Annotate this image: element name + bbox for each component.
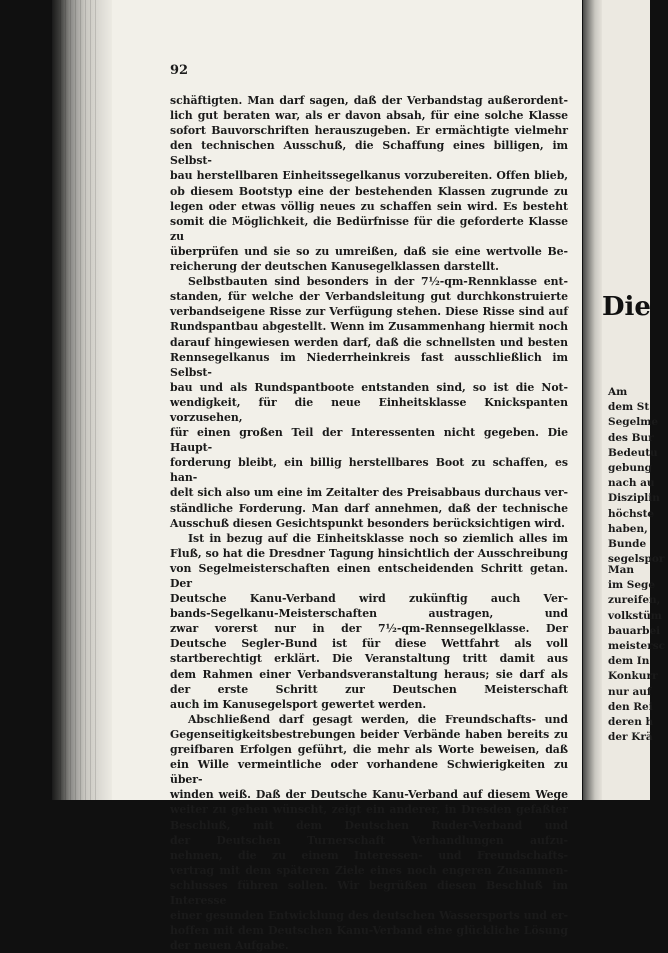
text-line: lich gut beraten war, als er davon absah, für eine solche Klasse (170, 109, 568, 123)
right-page-line: dem In (608, 655, 650, 668)
text-line: bands-Segelkanu-Meisterschaften austragen, und (170, 607, 568, 621)
text-line: von Segelmeisterschaften einen entscheidenden Schritt getan. Der (170, 561, 568, 590)
text-line: Selbstbauten sind besonders in der 7½-qm-Rennklasse ent- (188, 275, 568, 289)
right-page-line: Bedeutu (608, 446, 658, 459)
right-page-line: meistersc (608, 639, 666, 652)
text-line: legen oder etwas völlig neues zu schaffen sein wird. Es besteht (170, 199, 568, 213)
text-line: der Deutschen Turnerschaft Verhandlungen aufzu- (170, 833, 568, 847)
right-page-line: Man (608, 564, 635, 576)
right-page-text-b (608, 563, 668, 745)
text-line: nehmen, die zu einem Interessen- und Freundschafts- (170, 848, 568, 862)
right-page-line: volkstüm (608, 609, 662, 622)
text-line: zwar vorerst nur in der 7½-qm-Rennsegelklasse. Der (170, 622, 568, 636)
right-page-line: der Krä (608, 731, 653, 744)
right-page-line: Disziplin (608, 492, 660, 505)
text-line: delt sich also um eine im Zeitalter des Preisabbaus durchaus ver- (170, 486, 568, 500)
text-line: dem Rahmen einer Verbandsveranstaltung heraus; sie darf als (170, 667, 568, 681)
text-line: darauf hingewiesen werden darf, daß die schnellsten und besten (170, 335, 568, 349)
text-line: überprüfen und sie so zu umreißen, daß sie eine wertvolle Be- (170, 244, 568, 258)
text-line: winden weiß. Daß der Deutsche Kanu-Verband auf diesem Wege (170, 788, 568, 802)
text-line: Rennsegelkanus im Niederrheinkreis fast ausschließlich im Selbst- (170, 350, 568, 379)
right-page-line: Segelme (608, 416, 659, 429)
right-page-line: haben, (608, 522, 648, 535)
text-line: startberechtigt erklärt. Die Veranstaltung tritt damit aus (170, 652, 568, 666)
text-line: standen, für welche der Verbandsleitung gut durchkonstruierte (170, 290, 568, 304)
text-line: schlusses führen sollen. Wir begrüßen diesen Beschluß im Interesse (170, 878, 568, 907)
right-page-text-a (608, 385, 668, 567)
text-line: somit die Möglichkeit, die Bedürfnisse für die geforderte Klasse zu (170, 214, 568, 243)
book-spine (583, 0, 603, 800)
right-page-line: des Bur (608, 431, 654, 444)
text-line: auch im Kanusegelsport gewertet werden. (170, 697, 427, 711)
text-line: Ausschuß diesen Gesichtspunkt besonders berücksichtigen wird. (170, 516, 565, 530)
text-line: wendigkeit, für die neue Einheitsklasse Knickspanten vorzusehen, (170, 395, 568, 424)
body-text (170, 93, 568, 953)
right-page-line: gebung (608, 461, 652, 474)
text-line: ein Wille vermeintliche oder vorhandene Schwierigkeiten zu über- (170, 758, 568, 787)
right-page-line: zureifen, (608, 594, 661, 607)
right-page-line: Konkurr (608, 670, 658, 683)
right-page-line: nach au (608, 477, 655, 490)
right-page-line: segelspor (608, 553, 665, 566)
text-line: Beschluß, mit dem Deutschen Ruder-Verband und (170, 818, 568, 832)
right-page-line: nur auf (608, 685, 652, 698)
text-line: ständliche Forderung. Man darf annehmen, daß der technische (170, 501, 568, 515)
right-page-line: Bunde (608, 537, 647, 550)
text-line: reicherung der deutschen Kanusegelklassen darstellt. (170, 260, 499, 274)
text-line: Rundspantbau abgestellt. Wenn im Zusammenhang hiermit noch (170, 320, 568, 334)
text-line: Deutsche Kanu-Verband wird zukünftig auch Ver- (170, 592, 568, 606)
text-line: vertrag mit dem späteren Ziele eines noch engeren Zusammen- (170, 863, 568, 877)
right-page-line: den Rei (608, 700, 653, 713)
text-line: der neuen Aufgabe. (170, 939, 289, 953)
text-line: den technischen Ausschuß, die Schaffung eines billigen, im Selbst- (170, 139, 568, 168)
text-line: bau und als Rundspantboote entstanden sind, so ist die Not- (170, 380, 568, 394)
text-line: verbandseigene Risse zur Verfügung stehen. Diese Risse sind auf (170, 305, 568, 319)
page-number: 92 (170, 63, 189, 78)
right-page-line: deren h (608, 715, 654, 728)
right-page-line: dem St (608, 401, 650, 414)
right-page-line: bauarbei (608, 624, 661, 637)
right-page-line: höchste (608, 507, 655, 520)
right-page-heading: Die (602, 292, 651, 322)
text-line: für einen großen Teil der Interessenten nicht gegeben. Die Haupt- (170, 426, 568, 455)
right-page-line: im Sege (608, 579, 656, 592)
text-line: schäftigten. Man darf sagen, daß der Verbandstag außerordent- (170, 94, 568, 107)
text-line: Deutsche Segler-Bund ist für diese Wettfahrt als voll (170, 637, 568, 651)
text-line: der erste Schritt zur Deutschen Meisterschaft (170, 682, 568, 696)
text-line: Gegenseitigkeitsbestrebungen beider Verbände haben bereits zu (170, 727, 568, 741)
right-page-line: Am (608, 386, 628, 398)
page-edges (60, 0, 100, 800)
text-line: bau herstellbaren Einheitssegelkanus vorzubereiten. Offen blieb, (170, 169, 568, 183)
text-line: forderung bleibt, ein billig herstellbares Boot zu schaffen, es han- (170, 456, 568, 485)
text-line: Ist in bezug auf die Einheitsklasse noch so ziemlich alles im (188, 531, 568, 545)
text-line: Fluß, so hat die Dresdner Tagung hinsichtlich der Ausschreibung (170, 546, 568, 560)
text-line: einer gesunden Entwicklung des deutschen Wassersports und er- (170, 909, 568, 923)
text-line: hoffen mit dem Deutschen Kanu-Verband eine glückliche Lösung (170, 924, 568, 938)
text-line: weiter zu gehen wünscht, zeigt ein anderer, in Dresden gefaßter (170, 803, 568, 817)
text-line: Abschließend darf gesagt werden, die Freundschafts- und (188, 712, 568, 726)
text-line: sofort Bauvorschriften herauszugeben. Er ermächtigte vielmehr (170, 124, 568, 138)
text-line: greifbaren Erfolgen geführt, die mehr als Worte beweisen, daß (170, 743, 568, 757)
text-line: ob diesem Bootstyp eine der bestehenden Klassen zugrunde zu (170, 184, 568, 198)
